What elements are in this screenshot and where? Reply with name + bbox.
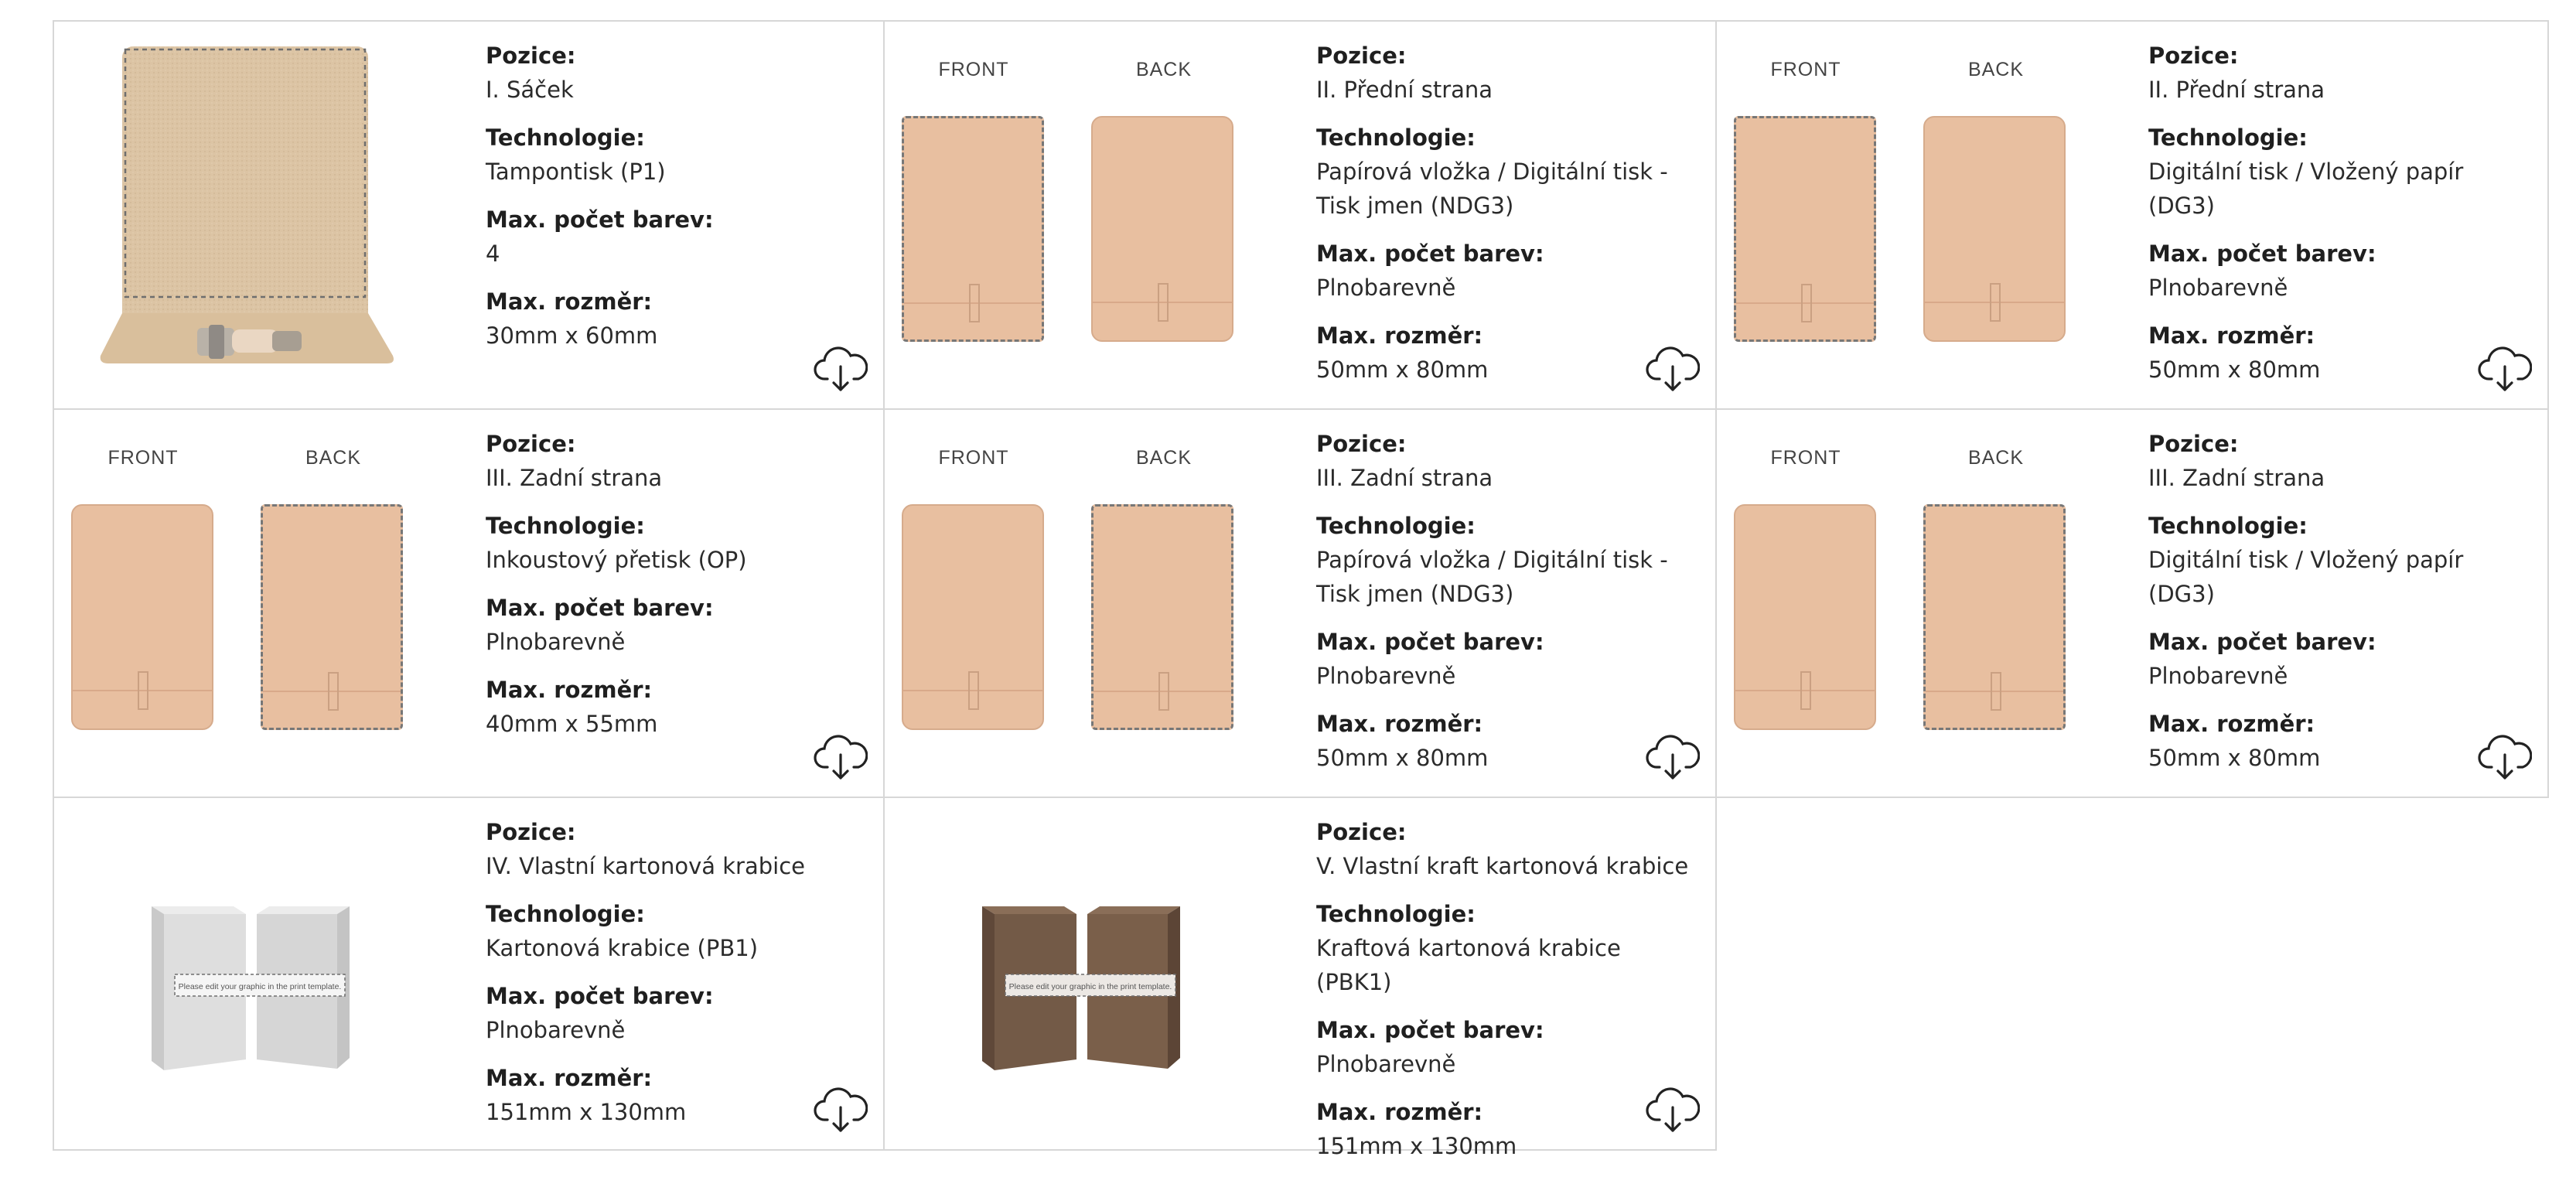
max-colors-value: Plnobarevně [486,629,626,655]
front-panel [1734,504,1876,730]
position-label: Pozice: [2148,43,2239,69]
front-panel [71,504,213,730]
back-panel [1923,116,2066,342]
product-preview [885,410,1287,797]
card-info [486,39,865,367]
max-colors-value: Plnobarevně [2148,663,2288,689]
position-label: Pozice: [1316,431,1407,457]
back-label: BACK [305,447,362,469]
box-note-text: Please edit your graphic in the print template. [1008,982,1172,991]
max-colors-label: Max. počet barev: [486,983,714,1009]
card-info [1316,815,1695,1177]
print-position-card [1715,20,2549,410]
back-label: BACK [1967,59,2025,80]
max-size-value: 50mm x 80mm [2148,745,2321,771]
back-label: BACK [1135,59,1192,80]
front-label: FRONT [1770,59,1841,80]
front-label: FRONT [1770,447,1841,469]
technology-value: Papírová vložka / Digitální tisk - Tisk jmen (NDG3) [1316,159,1668,219]
technology-label: Technologie: [486,901,645,927]
box-note-text: Please edit your graphic in the print template. [178,982,342,991]
print-position-card [883,408,1717,798]
print-position-card [53,408,885,798]
position-value: V. Vlastní kraft kartonová krabice [1316,853,1689,879]
front-label: FRONT [938,59,1009,80]
max-size-value: 50mm x 80mm [2148,357,2321,383]
position-value: II. Přední strana [1316,77,1493,103]
max-colors-value: Plnobarevně [2148,275,2288,301]
technology-value: Tampontisk (P1) [486,159,666,185]
position-label: Pozice: [2148,431,2239,457]
back-panel [1923,504,2066,730]
max-colors-label: Max. počet barev: [486,206,714,233]
position-value: IV. Vlastní kartonová krabice [486,853,805,879]
print-position-card [53,797,885,1151]
position-value: III. Zadní strana [486,465,663,491]
card-info [486,427,865,755]
max-size-label: Max. rozměr: [2148,711,2315,737]
product-preview [1717,22,2119,408]
print-positions-grid [53,20,2549,1159]
max-colors-value: 4 [486,241,500,267]
position-value: III. Zadní strana [1316,465,1493,491]
position-value: II. Přední strana [2148,77,2325,103]
position-label: Pozice: [486,43,576,69]
card-info [2148,427,2527,789]
position-value: I. Sáček [486,77,574,103]
technology-label: Technologie: [2148,125,2308,151]
cloud-download-icon[interactable] [1646,733,1700,781]
card-info [486,815,865,1143]
card-info [1316,39,1695,401]
max-size-value: 151mm x 130mm [1316,1133,1517,1159]
back-label: BACK [1967,447,2025,469]
print-position-card [883,797,1717,1159]
technology-label: Technologie: [2148,513,2308,539]
max-size-label: Max. rozměr: [1316,322,1483,349]
max-size-value: 30mm x 60mm [486,322,658,349]
position-label: Pozice: [486,431,576,457]
product-preview [54,410,456,797]
back-label: BACK [1135,447,1192,469]
product-preview [54,798,456,1149]
product-preview [54,22,456,408]
max-colors-value: Plnobarevně [1316,663,1456,689]
front-panel [902,504,1044,730]
position-value: III. Zadní strana [2148,465,2325,491]
technology-value: Digitální tisk / Vložený papír (DG3) [2148,159,2464,219]
back-panel [261,504,403,730]
front-panel [1734,116,1876,342]
max-colors-label: Max. počet barev: [1316,1017,1544,1043]
max-size-label: Max. rozměr: [1316,1099,1483,1125]
card-info [1316,427,1695,789]
pouch-image [93,39,402,379]
product-preview [885,22,1287,408]
cloud-download-icon[interactable] [2478,345,2532,393]
technology-label: Technologie: [1316,901,1476,927]
cloud-download-icon[interactable] [1646,1086,1700,1134]
back-panel [1091,116,1233,342]
max-colors-value: Plnobarevně [486,1017,626,1043]
technology-value: Papírová vložka / Digitální tisk - Tisk jmen (NDG3) [1316,547,1668,607]
max-size-value: 50mm x 80mm [1316,745,1489,771]
cloud-download-icon[interactable] [1646,345,1700,393]
max-size-label: Max. rozměr: [2148,322,2315,349]
technology-label: Technologie: [486,125,645,151]
max-colors-label: Max. počet barev: [2148,241,2376,267]
max-colors-value: Plnobarevně [1316,1051,1456,1077]
position-label: Pozice: [486,819,576,845]
max-colors-label: Max. počet barev: [486,595,714,621]
kraft-box-image [922,891,1231,1076]
technology-value: Inkoustový přetisk (OP) [486,547,747,573]
max-colors-value: Plnobarevně [1316,275,1456,301]
card-info [2148,39,2527,401]
front-panel [902,116,1044,342]
white-box-image [91,891,401,1076]
position-label: Pozice: [1316,819,1407,845]
back-panel [1091,504,1233,730]
max-colors-label: Max. počet barev: [1316,241,1544,267]
product-preview [1717,410,2119,797]
technology-value: Kraftová kartonová krabice (PBK1) [1316,935,1621,995]
technology-label: Technologie: [1316,125,1476,151]
cloud-download-icon[interactable] [814,733,868,781]
max-size-label: Max. rozměr: [486,1065,653,1091]
cloud-download-icon[interactable] [814,1086,868,1134]
front-label: FRONT [938,447,1009,469]
max-size-label: Max. rozměr: [486,677,653,703]
print-position-card [1715,408,2549,798]
print-position-card [883,20,1717,410]
max-size-value: 151mm x 130mm [486,1099,687,1125]
technology-value: Digitální tisk / Vložený papír (DG3) [2148,547,2464,607]
max-size-label: Max. rozměr: [486,288,653,315]
max-size-value: 40mm x 55mm [486,711,658,737]
max-size-value: 50mm x 80mm [1316,357,1489,383]
max-size-label: Max. rozměr: [1316,711,1483,737]
product-preview [885,798,1287,1149]
position-label: Pozice: [1316,43,1407,69]
cloud-download-icon[interactable] [2478,733,2532,781]
technology-label: Technologie: [486,513,645,539]
max-colors-label: Max. počet barev: [1316,629,1544,655]
technology-value: Kartonová krabice (PB1) [486,935,759,961]
max-colors-label: Max. počet barev: [2148,629,2376,655]
technology-label: Technologie: [1316,513,1476,539]
print-position-card [53,20,885,410]
cloud-download-icon[interactable] [814,345,868,393]
front-label: FRONT [107,447,179,469]
